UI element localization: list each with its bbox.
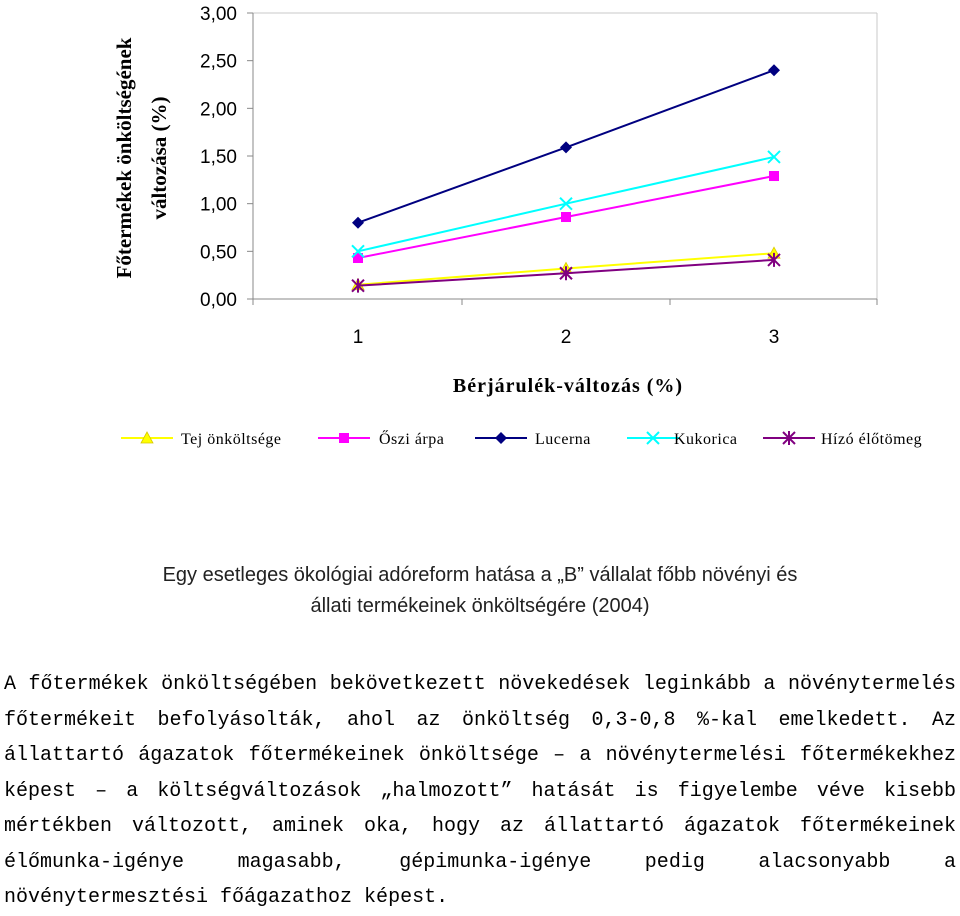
y-tick-label: 0,50 [200,242,237,264]
diamond-marker [352,217,364,229]
body-paragraph: A főtermékek önköltségében bekövetkezett növekedések leginkább a növénytermelés főtermékeit befolyásolták, ahol az önköltség 0,3-0,8 %-kal emelkedett. Az állattartó ágazatok főtermékeinek önköltsége – a növénytermelési főtermékekhez képest – a költségváltozások „halmozott” hatását is figyelembe véve kisebb mértékben változott, aminek oka, hogy az állattartó ágazatok főtermékeinek élőmunka-igénye magasabb, gépimunka-igénye pedig alacsonyabb a növénytermesztési főágazathoz képest. [4,673,956,909]
legend [121,429,922,448]
x-ticks [253,299,877,348]
x-tick-label: 2 [560,327,572,348]
series-square [353,171,779,263]
legend-item [475,431,591,448]
x-tick-label: 3 [768,327,780,348]
y-axis-title-line2: változása (%) [147,96,171,220]
y-tick-label: 1,00 [200,194,237,216]
y-tick-label: 2,00 [200,99,237,121]
x-tick-label: 1 [352,327,364,348]
square-marker [769,171,779,181]
legend-item [627,431,738,448]
diamond-marker [495,432,507,444]
y-tick-label: 1,50 [200,147,237,168]
legend-label: Hízó élőtömeg [821,431,923,448]
caption-line-2: állati termékeinek önköltségére (2004) [310,595,650,617]
legend-item [318,429,444,448]
y-tick-label: 0,00 [200,290,237,311]
legend-label: Tej önköltsége [181,431,282,448]
legend-label: Kukorica [674,431,738,448]
series-x [352,151,780,257]
series-group [352,64,780,292]
legend-item [121,431,282,448]
caption-line-1: Egy esetleges ökológiai adóreform hatása a „B” vállalat főbb növényi és [162,564,798,586]
square-marker [561,212,571,222]
diamond-marker [560,141,572,153]
legend-label: Lucerna [535,431,591,448]
figure-caption [0,560,960,622]
legend-item [763,431,922,448]
y-ticks [200,4,253,311]
y-tick-label: 2,50 [200,51,237,73]
series-star [352,253,780,293]
x-axis-title: Bérjárulék-változás (%) [452,375,684,397]
legend-label: Őszi árpa [379,431,445,448]
diamond-marker [768,64,780,76]
y-tick-label: 3,00 [200,4,237,25]
square-marker [339,433,349,443]
y-axis-title-line1: Főtermékek önköltségének [112,37,136,279]
